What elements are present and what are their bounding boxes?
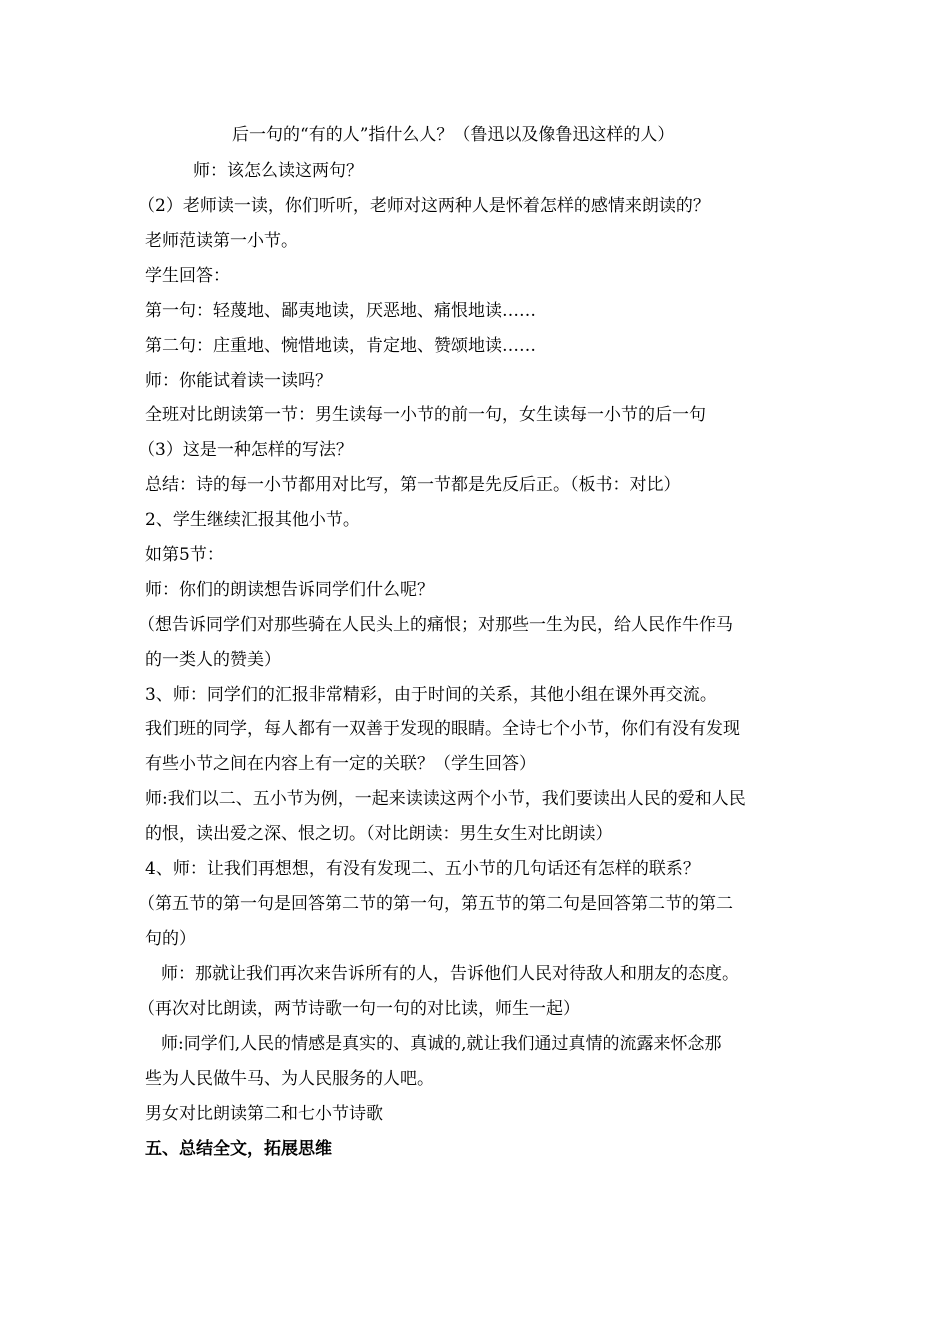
text-line: 总结：诗的每一小节都用对比写，第一节都是先反后正。（板书：对比）: [145, 475, 681, 495]
text-line: （3）这是一种怎样的写法？: [138, 440, 353, 460]
text-line: 2、学生继续汇报其他小节。: [145, 510, 360, 530]
text-line: （2）老师读一读，你们听听，老师对这两种人是怀着怎样的感情来朗读的？: [138, 196, 710, 216]
text-line: 老师范读第一小节。: [145, 231, 298, 251]
text-line: 师：该怎么读这两句？: [193, 161, 363, 181]
text-line: 师:同学们,人民的情感是真实的、真诚的,就让我们通过真情的流露来怀念那: [161, 1034, 722, 1054]
text-line: 全班对比朗读第一节：男生读每一小节的前一句，女生读每一小节的后一句: [145, 405, 706, 425]
text-line: 句的）: [145, 929, 196, 949]
text-line: （再次对比朗读，两节诗歌一句一句的对比读，师生一起）: [138, 999, 580, 1019]
text-line: 些为人民做牛马、为人民服务的人吧。: [145, 1069, 434, 1089]
text-line: 师：那就让我们再次来告诉所有的人，告诉他们人民对待敌人和朋友的态度。: [161, 964, 739, 984]
text-line: 3、师：同学们的汇报非常精彩，由于时间的关系，其他小组在课外再交流。: [145, 685, 717, 705]
text-line: 如第5节：: [145, 545, 224, 565]
text-line: 学生回答：: [145, 266, 230, 286]
text-line: 师：你们的朗读想告诉同学们什么呢？: [145, 580, 434, 600]
text-line: 后一句的“有的人”指什么人？（鲁迅以及像鲁迅这样的人）: [232, 125, 675, 145]
text-line: 的一类人的赞美）: [145, 650, 281, 670]
text-line: （第五节的第一句是回答第二节的第一句，第五节的第二句是回答第二节的第二: [138, 894, 733, 914]
text-line: 4、师：让我们再想想，有没有发现二、五小节的几句话还有怎样的联系？: [145, 859, 700, 879]
text-line: 师:我们以二、五小节为例，一起来读读这两个小节，我们要读出人民的爱和人民: [145, 789, 746, 809]
text-line: 的恨，读出爱之深、恨之切。（对比朗读：男生女生对比朗读）: [145, 824, 613, 844]
text-line: （想告诉同学们对那些骑在人民头上的痛恨；对那些一生为民，给人民作牛作马: [138, 615, 733, 635]
text-line: 有些小节之间在内容上有一定的关联？（学生回答）: [145, 754, 536, 774]
text-line: 第二句：庄重地、惋惜地读，肯定地、赞颂地读……: [145, 336, 536, 356]
text-line: 我们班的同学，每人都有一双善于发现的眼睛。全诗七个小节，你们有没有发现: [145, 719, 740, 739]
section-heading: 五、总结全文，拓展思维: [145, 1139, 332, 1159]
text-line: 第一句：轻蔑地、鄙夷地读，厌恶地、痛恨地读……: [145, 301, 536, 321]
text-line: 男女对比朗读第二和七小节诗歌: [145, 1104, 383, 1124]
text-line: 师：你能试着读一读吗？: [145, 371, 332, 391]
